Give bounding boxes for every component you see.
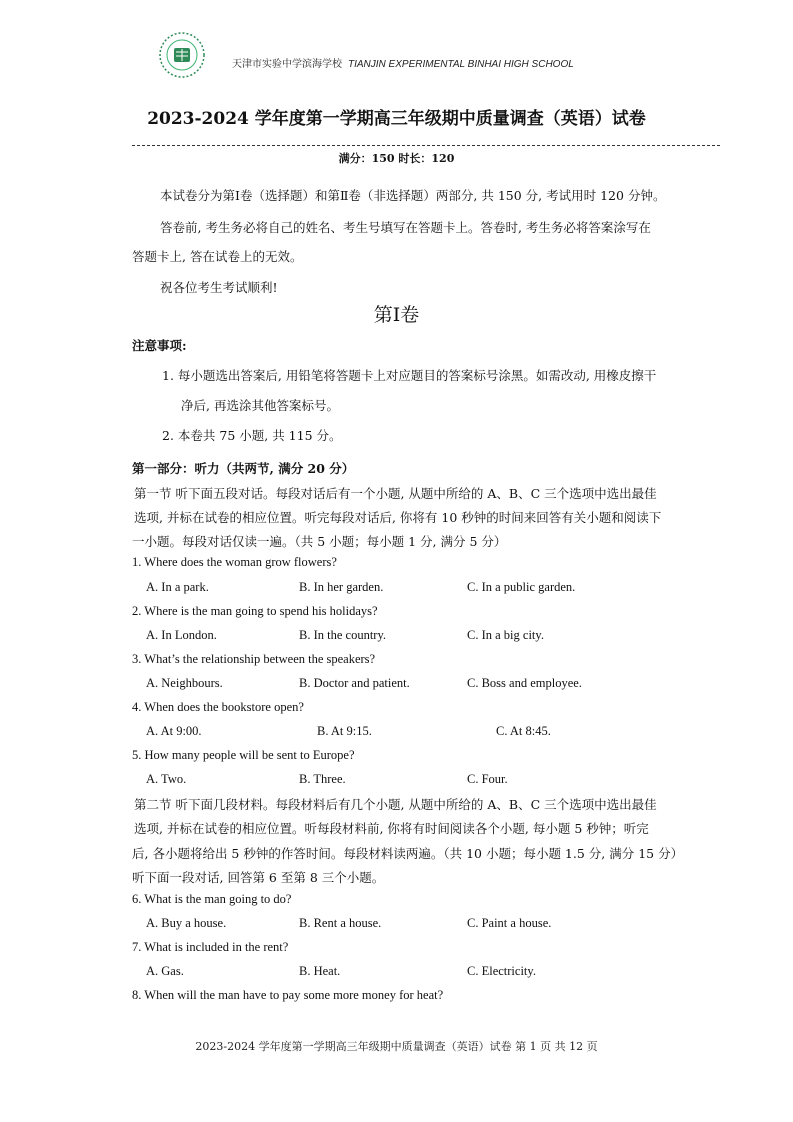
part1-sec1-b: 选项, 并标在试卷的相应位置。听完每段对话后, 你将有 10 秒钟的时间来回答有关小题和阅读下 — [134, 510, 662, 525]
q6-option-a: A. Buy a house. — [146, 916, 227, 930]
part1-sec1-c: 一小题。每段对话仅读一遍。（共 5 小题；每小题 1 分, 满分 5 分） — [132, 534, 507, 549]
notice-item-1b: 净后, 再选涂其他答案标号。 — [181, 398, 339, 413]
question-1: 1. Where does the woman grow flowers? — [132, 555, 337, 569]
q5-option-a: A. Two. — [146, 772, 187, 786]
q6-option-b: B. Rent a house. — [299, 916, 382, 930]
part1-sec2-c: 后, 各小题将给出 5 秒钟的作答时间。每段材料读两遍。（共 10 小题；每小题 1.5 分, 满分 15 分） — [132, 846, 684, 861]
intro-line-3: 祝各位考生考试顺利! — [160, 280, 278, 295]
question-8: 8. When will the man have to pay some more money for heat? — [132, 988, 444, 1002]
part1-sec1-a: 第一节 听下面五段对话。每段对话后有一个小题, 从题中所给的 A、B、C 三个选项中选出最佳 — [134, 486, 657, 501]
question-4: 4. When does the bookstore open? — [132, 700, 304, 714]
school-name-en: TIANJIN EXPERIMENTAL BINHAI HIGH SCHOOL — [348, 59, 574, 70]
part1-sec2-a: 第二节 听下面几段材料。每段材料后有几个小题, 从题中所给的 A、B、C 三个选项中选出最佳 — [134, 797, 657, 812]
q5-option-c: C. Four. — [467, 772, 508, 786]
intro-line-2b: 答题卡上, 答在试卷上的无效。 — [132, 249, 303, 264]
intro-line-1: 本试卷分为第Ⅰ卷（选择题）和第Ⅱ卷（非选择题）两部分, 共 150 分, 考试用时 120 分钟。 — [160, 188, 666, 203]
part1-heading: 第一部分：听力（共两节, 满分 20 分） — [132, 461, 355, 476]
question-2: 2. Where is the man going to spend his holidays? — [132, 604, 378, 618]
q1-option-c: C. In a public garden. — [467, 580, 576, 594]
q2-option-b: B. In the country. — [299, 628, 387, 642]
q4-option-b: B. At 9:15. — [317, 724, 372, 738]
page-footer: 2023-2024 学年度第一学期高三年级期中质量调查（英语）试卷 第 1 页 共 12 页 — [195, 1040, 598, 1053]
q3-option-c: C. Boss and employee. — [467, 676, 582, 690]
q5-option-b: B. Three. — [299, 772, 346, 786]
q7-option-c: C. Electricity. — [467, 964, 536, 978]
notice-heading: 注意事项: — [132, 338, 187, 353]
q1-option-b: B. In her garden. — [299, 580, 384, 594]
school-name-cn: 天津市实验中学滨海学校 — [232, 59, 342, 70]
q3-option-b: B. Doctor and patient. — [299, 676, 410, 690]
q4-option-c: C. At 8:45. — [496, 724, 551, 738]
q6-option-c: C. Paint a house. — [467, 916, 552, 930]
q2-option-c: C. In a big city. — [467, 628, 544, 642]
title-divider — [132, 145, 720, 146]
question-7: 7. What is included in the rent? — [132, 940, 289, 954]
question-3: 3. What’s the relationship between the speakers? — [132, 652, 376, 666]
q3-option-a: A. Neighbours. — [146, 676, 223, 690]
q7-option-a: A. Gas. — [146, 964, 184, 978]
score-info: 满分：150 时长：120 — [338, 152, 455, 165]
q2-option-a: A. In London. — [146, 628, 217, 642]
header-school-name — [232, 55, 574, 70]
school-logo — [157, 30, 207, 80]
question-6: 6. What is the man going to do? — [132, 892, 292, 906]
part1-sec2-b: 选项, 并标在试卷的相应位置。听每段材料前, 你将有时间阅读各个小题, 每小题 5 秒钟；听完 — [134, 821, 649, 836]
section-title: 第Ⅰ卷 — [373, 304, 420, 326]
intro-line-2a: 答卷前, 考生务必将自己的姓名、考生号填写在答题卡上。答卷时, 考生务必将答案涂写在 — [160, 220, 651, 235]
question-5: 5. How many people will be sent to Europe? — [132, 748, 355, 762]
q1-option-a: A. In a park. — [146, 580, 209, 594]
part1-sec2-d: 听下面一段对话, 回答第 6 至第 8 三个小题。 — [132, 870, 385, 885]
exam-title: 2023-2024 学年度第一学期高三年级期中质量调查（英语）试卷 — [147, 109, 646, 129]
notice-item-2: 2. 本卷共 75 小题, 共 115 分。 — [162, 428, 342, 443]
q7-option-b: B. Heat. — [299, 964, 341, 978]
q4-option-a: A. At 9:00. — [146, 724, 202, 738]
notice-item-1a: 1. 每小题选出答案后, 用铅笔将答题卡上对应题目的答案标号涂黑。如需改动, 用橡皮擦干 — [162, 368, 657, 383]
